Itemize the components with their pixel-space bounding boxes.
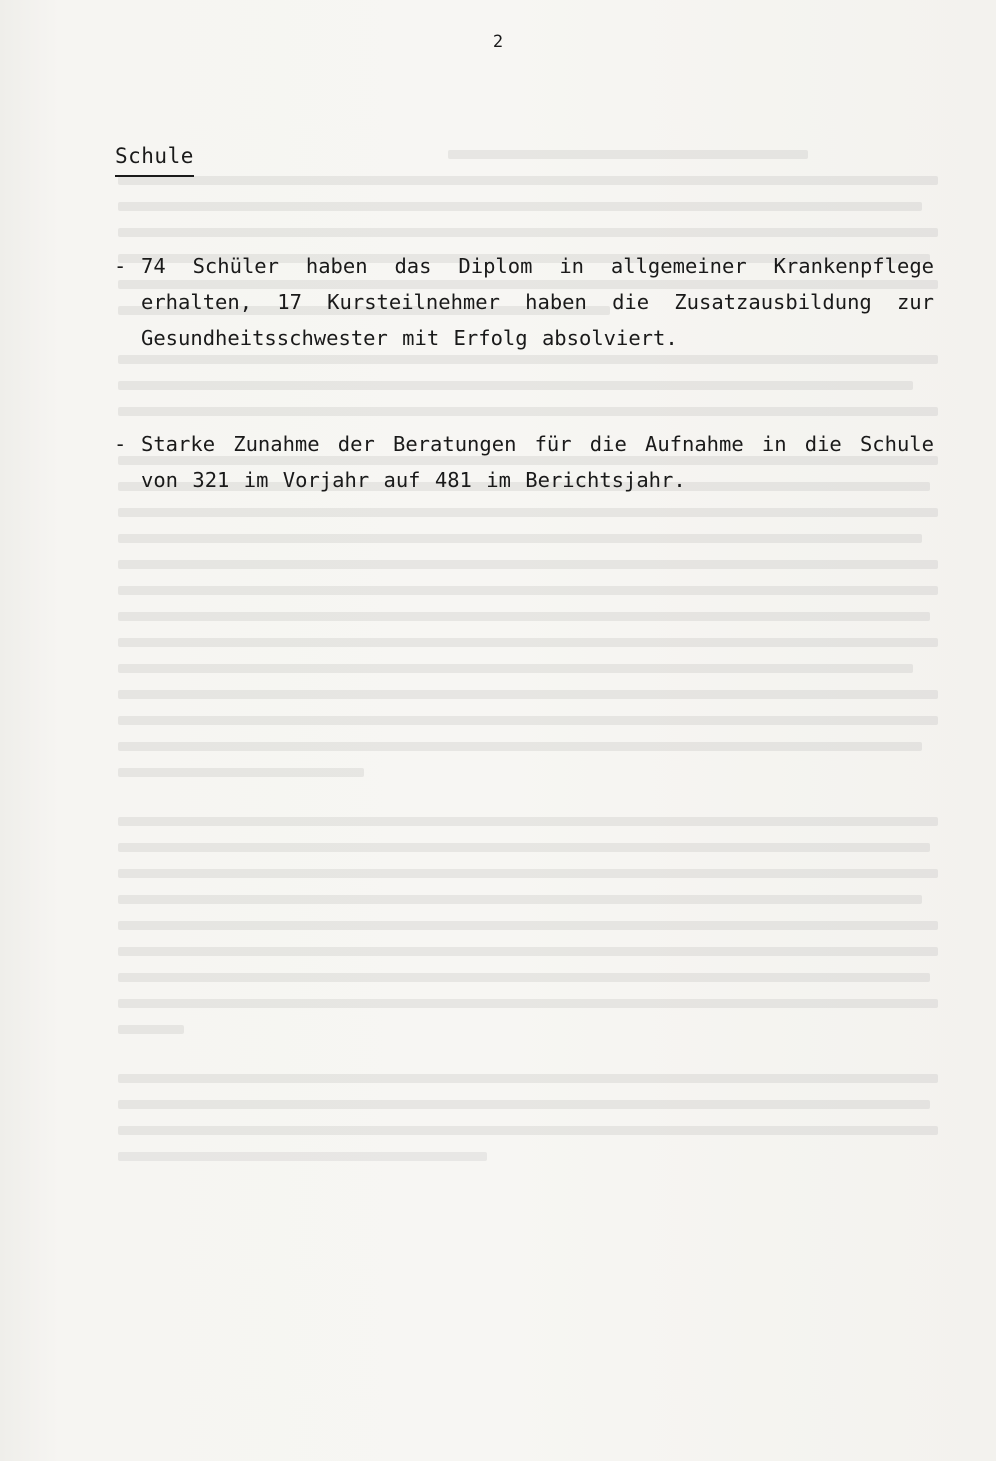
bullet-list (114, 248, 934, 498)
list-item (114, 426, 934, 498)
list-item (114, 248, 934, 356)
list-item-text: Starke Zunahme der Beratungen für die Aufnahme in die Schule von 321 im Vorjahr auf 481 im Berichtsjahr. (141, 432, 934, 492)
list-dash: - (114, 432, 127, 456)
list-item-text: 74 Schüler haben das Diplom in allgemeiner Krankenpflege erhalten, 17 Kursteilnehmer haben die Zusatzausbildung zur Gesundheitsschwester mit Erfolg absolviert. (141, 254, 934, 350)
page-number: 2 (492, 32, 504, 52)
list-dash: - (114, 254, 127, 278)
section-heading: Schule (115, 144, 194, 177)
